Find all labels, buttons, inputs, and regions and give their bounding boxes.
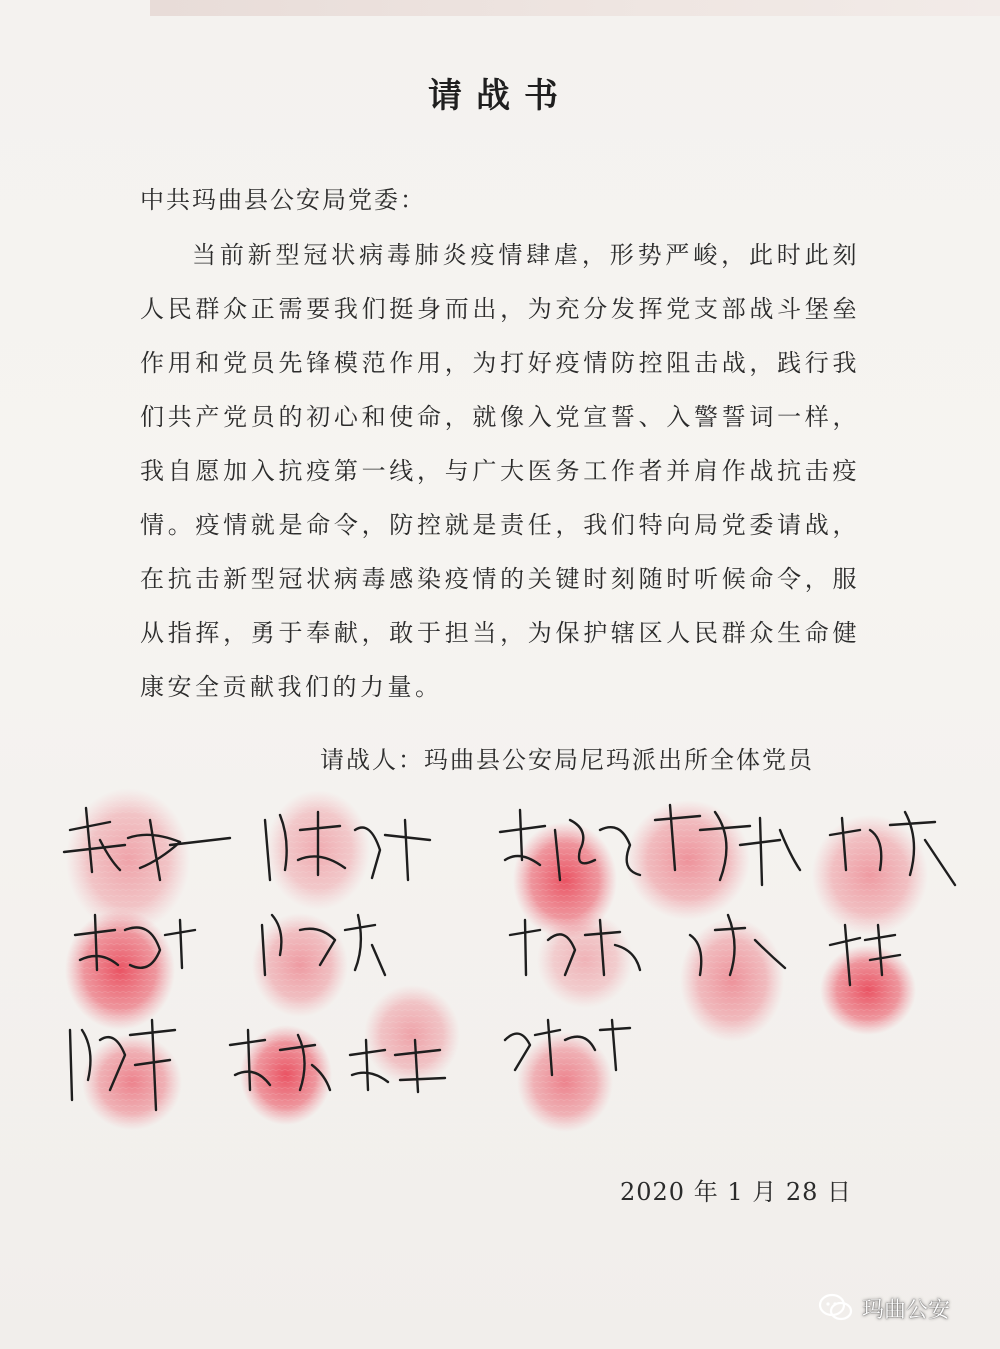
signature [230, 1030, 330, 1090]
wechat-icon [818, 1293, 854, 1323]
signature [690, 915, 785, 975]
document-date: 2020 年 1 月 28 日 [620, 1178, 853, 1206]
document-title: 请战书 [428, 76, 572, 116]
signature [655, 805, 800, 885]
signature [70, 1020, 175, 1110]
signature [64, 808, 230, 880]
signature [510, 920, 640, 975]
signer-line: 请战人：玛曲县公安局尼玛派出所全体党员 [320, 746, 814, 774]
signature [830, 925, 900, 985]
signature [505, 1020, 630, 1075]
signature [500, 810, 640, 880]
body-paragraph: 当前新型冠状病毒肺炎疫情肆虐，形势严峻，此时此刻人民群众正需要我们挺身而出，为充分发挥党支部战斗堡垒作用和党员先锋模范作用，为打好疫情防控阻击战，践行我们共产党员的初心和使命，就像入党宣誓、入警誓词一样，我自愿加入抗疫第一线，与广大医务工作者并肩作战抗击疫情。疫情就是命令，防控就是责任，我们特向局党委请战，在抗击新型冠状病毒感染疫情的关键时刻随时听候命令，服从指挥，勇于奉献，敢于担当，为保护辖区人民群众生命健康安全贡献我们的力量。 [140, 241, 860, 701]
signature [350, 1040, 445, 1092]
signature [265, 812, 430, 880]
signature [830, 812, 955, 885]
addressee: 中共玛曲县公安局党委： [140, 186, 426, 214]
watermark-label: 玛曲公安 [862, 1297, 951, 1323]
watermark [818, 1288, 950, 1328]
signature [75, 915, 195, 970]
signature [262, 915, 385, 975]
